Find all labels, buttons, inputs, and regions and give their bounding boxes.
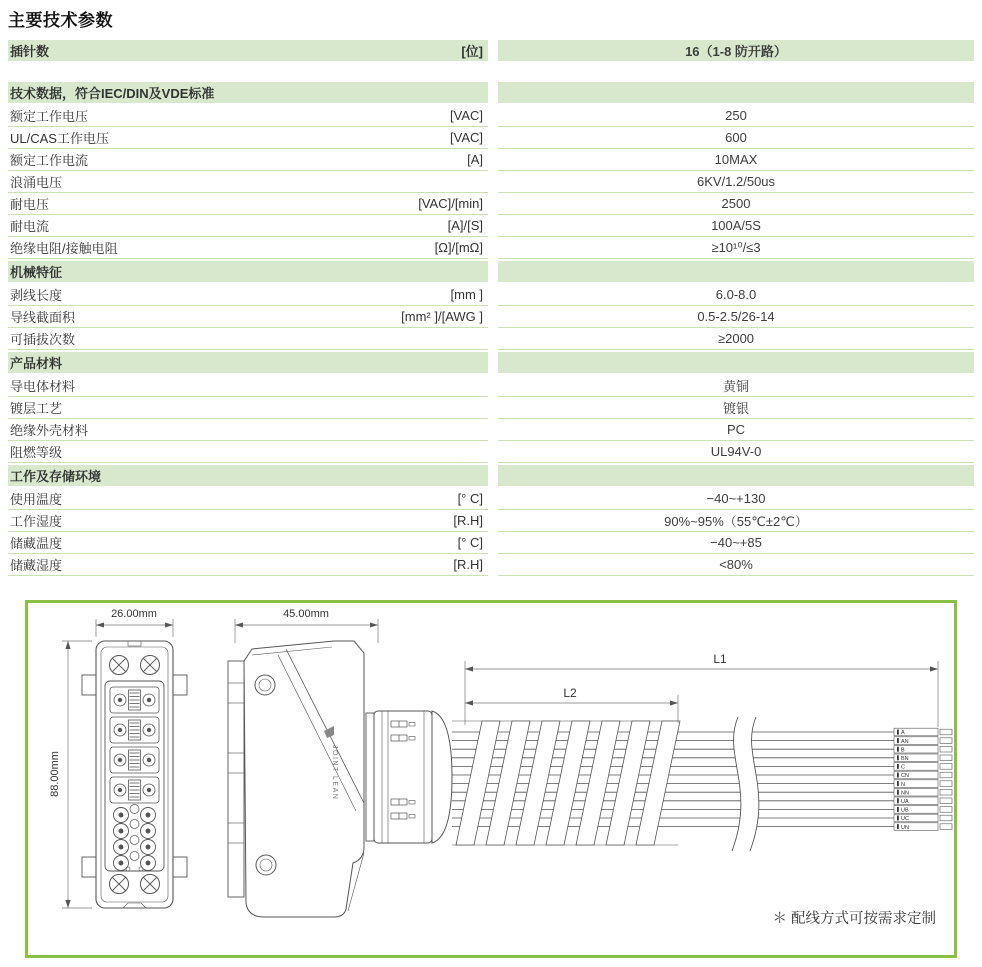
table-row [8, 441, 974, 463]
section-band [498, 82, 974, 103]
row-value: 0.5-2.5/26-14 [697, 309, 775, 324]
row-unit: [VAC] [450, 130, 483, 145]
row-value: 镀银 [722, 401, 749, 416]
front-view-drawing [82, 641, 187, 908]
section-row [8, 465, 974, 486]
row-unit: [mm² ]/[AWG ] [401, 309, 483, 324]
row-label: 镀层工艺 [10, 401, 63, 416]
wire-label: N [901, 781, 905, 788]
table-row-pins [8, 40, 974, 61]
wire-label: AN [901, 738, 909, 745]
row-label: UL/CAS工作电压 [10, 131, 109, 146]
row-value: 6KV/1.2/50us [696, 174, 776, 189]
wire-label: UB [901, 807, 909, 814]
section-title: 产品材料 [10, 356, 63, 371]
wire-labels [894, 728, 952, 831]
row-unit: [° C] [457, 535, 483, 550]
row-label: 导电体材料 [10, 379, 76, 394]
table-row [8, 306, 974, 328]
row-label: 额定工作电流 [10, 153, 89, 168]
row-unit: [Ω]/[mΩ] [434, 240, 483, 255]
wire-label: UA [901, 799, 909, 805]
table-row [8, 105, 974, 127]
section-band [498, 465, 974, 486]
dim-label-l1: L1 [713, 652, 727, 666]
row-unit: [VAC] [450, 108, 483, 123]
row-value: ≥2000 [717, 331, 755, 346]
row-value: 250 [725, 108, 747, 123]
row-value: PC [726, 422, 746, 437]
wire-label: BN [901, 756, 909, 762]
table-row [8, 215, 974, 237]
table-row [8, 171, 974, 193]
row-value: 黄铜 [722, 379, 749, 394]
table-row [8, 510, 974, 532]
wire-label: B [901, 747, 905, 754]
table-row [8, 419, 974, 441]
cable-gland [366, 711, 452, 843]
row-value: ≥10¹⁰/≤3 [711, 239, 761, 255]
row-label-cell [8, 40, 488, 61]
row-unit: [A] [467, 152, 483, 167]
row-value: 100A/5S [711, 218, 761, 233]
brand-text: JOINT LEAN [331, 745, 338, 801]
table-row [8, 149, 974, 171]
wire-label: C [901, 764, 905, 771]
row-unit: [R.H] [453, 557, 483, 572]
row-value: 600 [725, 130, 747, 145]
row-unit: [A]/[S] [447, 218, 483, 233]
dimension-front-width [96, 619, 173, 637]
page-title: 主要技术参数 [8, 11, 113, 30]
row-label: 可插拔次数 [10, 332, 76, 347]
row-value: −40~+130 [706, 491, 766, 506]
table-row [8, 237, 974, 259]
section-title: 机械特征 [10, 265, 63, 280]
row-value: 2500 [721, 196, 751, 211]
side-view-drawing [228, 641, 364, 917]
row-label: 剥线长度 [10, 288, 63, 303]
wire-label: UC [901, 816, 909, 823]
row-label: 阻燃等级 [10, 445, 63, 460]
table-row [8, 554, 974, 576]
section-band [498, 261, 974, 282]
table-row [8, 488, 974, 510]
dim-label-front-width: 26.00mm [111, 608, 157, 620]
section-title: 技术数据，符合IEC/DIN及VDE标准 [10, 86, 215, 101]
table-row [8, 397, 974, 419]
section-row [8, 261, 974, 282]
connector-drawing [28, 603, 954, 955]
row-value: 90%~95%（55℃±2℃） [664, 514, 808, 529]
spec-table [8, 40, 974, 576]
table-row [8, 532, 974, 554]
row-label: 额定工作电压 [10, 109, 89, 124]
row-unit: [R.H] [453, 513, 483, 528]
row-unit: [位] [461, 44, 483, 59]
dimension-l1 [465, 661, 938, 727]
row-value: 6.0-8.0 [715, 287, 757, 302]
wire-label: CN [901, 773, 909, 780]
row-label: 工作湿度 [10, 514, 63, 529]
table-row [8, 328, 974, 350]
table-row [8, 284, 974, 306]
row-value: UL94V-0 [710, 444, 762, 459]
row-label: 使用温度 [10, 492, 63, 507]
row-label: 储藏温度 [10, 536, 63, 551]
section-title: 工作及存储环境 [10, 469, 102, 484]
table-row [8, 193, 974, 215]
dim-label-l2: L2 [563, 686, 577, 700]
row-unit: [° C] [457, 491, 483, 506]
row-unit: [mm ] [450, 287, 483, 302]
wire-label: UN [901, 824, 909, 831]
row-label: 浪涌电压 [10, 175, 63, 190]
diagram-panel [25, 600, 957, 958]
dimension-side-width [235, 619, 378, 643]
row-label: 耐电流 [10, 219, 50, 234]
section-band [498, 352, 974, 373]
row-label: 导线截面积 [10, 310, 76, 325]
custom-wiring-note: ＊ 配线方式可按需求定制 [772, 911, 936, 927]
wire-label: NN [901, 790, 909, 797]
dim-label-front-height: 88.00mm [49, 751, 61, 797]
table-row [8, 375, 974, 397]
row-value-cell [498, 40, 974, 61]
dim-label-side-width: 45.00mm [283, 608, 329, 620]
row-label: 绝缘电阻/接触电阻 [10, 241, 118, 256]
row-label: 储藏湿度 [10, 558, 63, 573]
table-row [8, 127, 974, 149]
wire-label: A [901, 730, 905, 737]
row-label: 绝缘外壳材料 [10, 423, 89, 438]
row-value: <80% [719, 557, 753, 572]
row-value: −40~+85 [710, 535, 762, 550]
row-unit: [VAC]/[min] [418, 196, 483, 211]
section-row [8, 82, 974, 103]
section-row [8, 352, 974, 373]
row-value: 16（1-8 防开路） [685, 44, 787, 59]
row-label: 耐电压 [10, 197, 50, 212]
row-label: 插针数 [10, 44, 50, 59]
row-value: 10MAX [714, 152, 758, 167]
